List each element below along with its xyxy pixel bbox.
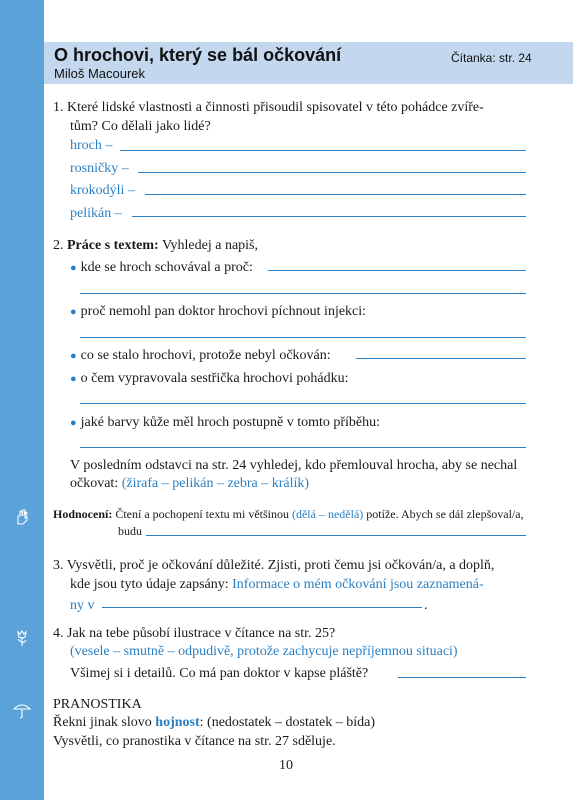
reader-reference: Čítanka: str. 24 [451, 51, 532, 65]
bullet-icon: ● [70, 306, 77, 318]
evaluation-text2: potíže. Abych se dál zlepšoval/a, [363, 507, 524, 521]
bullet-icon: ● [70, 417, 77, 429]
q4-line1: 4. Jak na tebe působí ilustrace v čítance na str. 25? [53, 626, 336, 641]
q3-line3-end: . [424, 598, 428, 613]
q1-answer-label-hroch: hroch – [70, 138, 113, 153]
bullet-icon: ● [70, 373, 77, 385]
q2-instruction: Vyhledej a napiš, [158, 238, 258, 253]
evaluation-choice: (dělá – nedělá) [291, 507, 364, 521]
pranostika-line1 [53, 713, 375, 733]
q2-bullet-1 [70, 258, 253, 278]
page-number: 10 [279, 758, 293, 773]
q2-bullet-1-text: kde se hroch schovával a proč: [80, 260, 253, 275]
q2-answer-line-2[interactable] [80, 337, 526, 338]
bullet-icon: ● [70, 350, 77, 362]
q3-line3-blue: ny v [70, 598, 95, 613]
evaluation-answer-line[interactable] [146, 535, 526, 536]
q3-line1: 3. Vysvětli, proč je očkování důležité. Zjisti, proti čemu jsi očkován/a, a doplň, [53, 558, 495, 573]
q2-last-line1: V posledním odstavci na str. 24 vyhledej, kdo přemlouval hrocha, aby se nechal [70, 458, 518, 473]
page-header [44, 42, 573, 84]
q1-line2: tům? Co dělali jako lidé? [70, 119, 211, 134]
q3-line2-blue: Informace o mém očkování jsou zaznamená- [232, 577, 484, 592]
q3-answer-line[interactable] [102, 607, 422, 608]
q2-bullet-3-text: co se stalo hrochovi, protože nebyl očkován: [80, 348, 331, 363]
pranostika-keyword: hojnost [155, 715, 200, 730]
q2-bullet-3 [70, 346, 331, 366]
bullet-icon: ● [70, 262, 77, 274]
evaluation-text1: Čtení a pochopení textu mi většinou [112, 507, 292, 521]
umbrella-icon [12, 700, 32, 720]
page-title: O hrochovi, který se bál očkování [54, 45, 342, 65]
q2-bullet-4 [70, 369, 349, 389]
q2-answer-line-4[interactable] [80, 403, 526, 404]
q3-line3 [70, 596, 95, 616]
author-name: Miloš Macourek [54, 66, 146, 81]
q2-answer-line-3[interactable] [356, 358, 526, 359]
pranostika-title: PRANOSTIKA [53, 697, 142, 712]
q1-answer-label-pelikan: pelikán – [70, 206, 122, 221]
q2-bullet-2-text: proč nemohl pan doktor hrochovi píchnout injekci: [80, 304, 367, 319]
pranostika-line2: Vysvětli, co pranostika v čítance na str. 27 sděluje. [53, 734, 336, 749]
q1-answer-line-pelikan[interactable] [132, 216, 526, 217]
q4-line2: (vesele – smutně – odpudivě, protože zachycuje nepříjemnou situaci) [70, 644, 458, 659]
q1-answer-label-krokodyli: krokodýli – [70, 183, 135, 198]
q1-line1: 1. Které lidské vlastnosti a činnosti přisoudil spisovatel v této pohádce zvíře- [53, 100, 484, 115]
q2-number: 2. [53, 238, 64, 253]
evaluation-label: Hodnocení: [53, 507, 113, 521]
q1-answer-line-rosnicky[interactable] [138, 172, 526, 173]
q2-bold-label: Práce s textem: [67, 238, 159, 253]
q2-bullet-2 [70, 302, 366, 322]
q1-answer-line-hroch[interactable] [120, 150, 526, 151]
q1-answer-label-rosnicky: rosničky – [70, 161, 129, 176]
q4-answer-line[interactable] [398, 677, 526, 678]
q2-bullet-5-text: jaké barvy kůže měl hroch postupně v tomto příběhu: [80, 415, 381, 430]
q3-line2 [70, 575, 484, 595]
q2-bullet-4-text: o čem vypravovala sestřička hrochovi pohádku: [80, 371, 349, 386]
q2-heading [53, 236, 258, 256]
hand-icon [12, 507, 32, 527]
q2-answer-line-1b[interactable] [80, 293, 526, 294]
q3-line2-prefix: kde jsou tyto údaje zapsány: [70, 577, 233, 592]
q2-last-line2 [70, 474, 309, 494]
q2-last-prefix: očkovat: [70, 476, 122, 491]
pranostika-line1-prefix: Řekni jinak slovo [53, 715, 156, 730]
q2-last-choices: (žirafa – pelikán – zebra – králík) [121, 476, 310, 491]
top-margin [44, 0, 573, 42]
q2-answer-line-5[interactable] [80, 447, 526, 448]
evaluation-line2: budu [118, 524, 142, 538]
q2-bullet-5 [70, 413, 380, 433]
tulip-icon [12, 628, 32, 648]
q1-answer-line-krokodyli[interactable] [145, 194, 526, 195]
q4-line3: Všimej si i detailů. Co má pan doktor v kapse pláště? [70, 666, 369, 681]
evaluation-line1 [53, 506, 524, 523]
left-sidebar [0, 0, 44, 800]
pranostika-line1-suffix: : (nedostatek – dostatek – bída) [199, 715, 375, 730]
q2-answer-line-1a[interactable] [268, 270, 526, 271]
